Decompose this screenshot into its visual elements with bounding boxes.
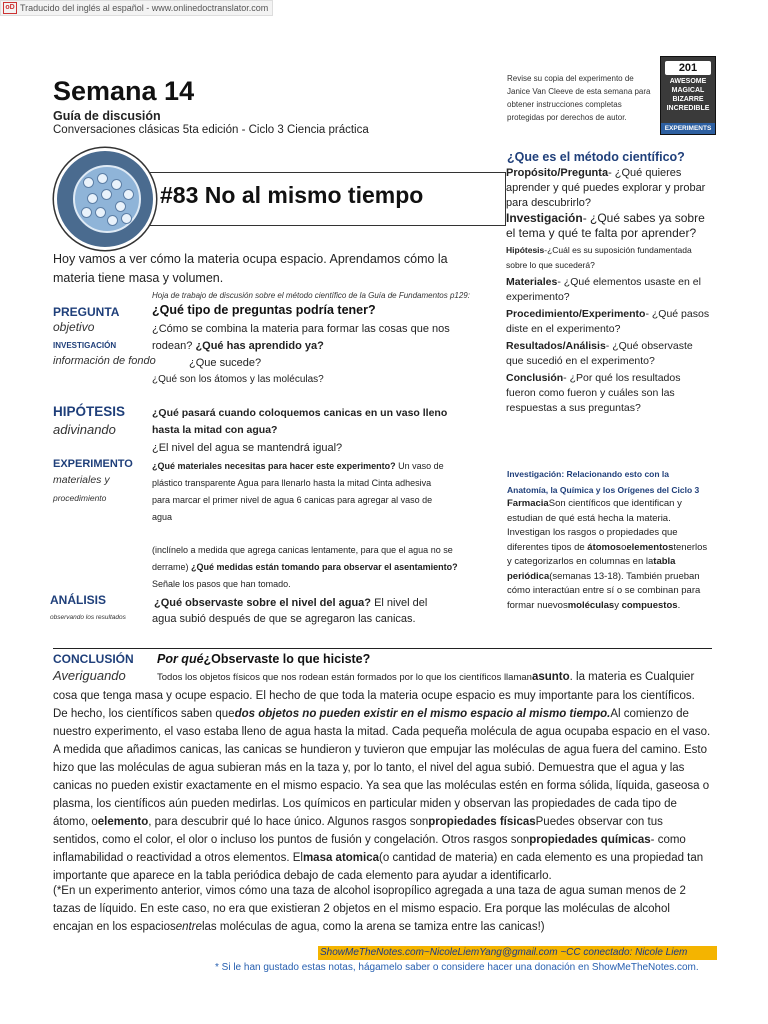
term-compuestos: compuestos <box>621 599 678 611</box>
investigacion-text: (semanas 13-18). También prueban cómo interactúan entre sí o se combinan para formar nuevos <box>507 570 701 611</box>
investigacion-text: Son científicos que identifican y estudian de qué está hecha la materia. Investigan los rasgos o propiedades que diferentes tipos de <box>507 498 682 553</box>
metodo-item-text: - ¿Qué sabes ya sobre el tema y qué te falta por aprender? <box>506 211 705 240</box>
metodo-heading: ¿Que es el método científico? <box>507 150 685 164</box>
guide-subtitle: Guía de discusión <box>53 109 161 123</box>
metodo-item-text: - ¿Qué quieres aprender y qué puedes explorar y probar para descubrirlo? <box>506 167 706 209</box>
pregunta-line-3: ¿Que sucede? <box>189 357 262 369</box>
section-sub-experimento-2: procedimiento <box>53 493 107 503</box>
conclusion-text: Puedes observar con tus sentidos, como el color, el olor o incluso los puntos de fusión y congelación. Otros rasgos son <box>53 816 663 846</box>
conclusion-question-a: Por qué <box>157 652 204 666</box>
copyright-note: Revise su copia del experimento de Janice Van Cleeve de esta semana para obtener instrucciones completas protegidas por derechos de autor. <box>507 74 651 122</box>
pregunta-line-4: ¿Qué son los átomos y las moléculas? <box>152 374 324 385</box>
metodo-item-term: Investigación <box>506 211 583 225</box>
molecules-icon <box>54 148 156 250</box>
pregunta-question: ¿Qué tipo de preguntas podría tener? <box>152 303 376 317</box>
metodo-item-term: Conclusión <box>506 372 564 384</box>
book-words: AWESOME MAGICAL BIZARRE INCREDIBLE <box>666 78 710 112</box>
section-label-analisis: ANÁLISIS <box>50 593 107 607</box>
term-propiedades-fisicas: propiedades físicas <box>428 816 536 828</box>
experimento-l6b: ¿Qué medidas están tomando para observar el asentamiento? <box>191 562 458 572</box>
section-divider <box>53 648 712 649</box>
conclusion-text: - como inflamabilidad o reactividad a otros elementos. El <box>53 834 686 864</box>
metodo-item <box>506 275 711 305</box>
metodo-item <box>506 211 711 241</box>
metodo-item <box>506 243 711 273</box>
investigacion-text: o <box>621 541 627 553</box>
pregunta-line-2b: ¿Qué has aprendido ya? <box>195 340 324 352</box>
key-principle: dos objetos no pueden existir en el mismo espacio al mismo tiempo. <box>234 708 611 720</box>
section-label-conclusion: CONCLUSIÓN <box>53 652 134 666</box>
metodo-item-term: Procedimiento/Experimento <box>506 308 646 320</box>
metodo-item-text: - ¿Qué pasos diste en el experimento? <box>506 308 710 335</box>
experimento-question: ¿Qué materiales necesitas para hacer este experimento? <box>152 461 396 471</box>
analisis-line-2: agua subió después de que se agregaron las canicas. <box>152 613 416 625</box>
analisis-question: ¿Qué observaste sobre el nivel del agua? <box>154 597 372 609</box>
conclusion-text: (o cantidad de materia) en cada elemento es una propiedad tan importante que aparece en la tabla periódica debajo de cada elemento para ayudar a identificarlo. <box>53 852 704 882</box>
analisis-line-1 <box>154 595 427 611</box>
metodo-item <box>506 307 711 337</box>
translator-bar[interactable] <box>0 0 273 16</box>
section-label-experimento: EXPERIMENTO <box>53 458 133 470</box>
metodo-item-text: -¿Cuál es su suposición fundamentada sobre lo que sucederá? <box>506 245 692 270</box>
analisis-a1: El nivel del <box>374 597 428 609</box>
book-number: 201 <box>665 61 711 75</box>
metodo-item-term: Resultados/Análisis <box>506 340 606 352</box>
conclusion-text: . la materia es Cualquier cosa que tenga masa y ocupe espacio. El hecho de que toda la materia ocupe espacio es muy importante para los científicos. De hecho, los científicos saben que <box>53 671 695 720</box>
term-elemento: elemento <box>97 816 149 828</box>
metodo-list <box>506 166 711 416</box>
page-title: Semana 14 <box>53 76 195 106</box>
hipotesis-question-1: ¿Qué pasará cuando coloquemos canicas en un vaso lleno <box>152 407 448 419</box>
section-sub-conclusion: Averiguando <box>53 668 126 683</box>
conclusion-text: Al comienzo de nuestro experimento, el vaso estaba lleno de agua hasta la mitad. Cada pequeña molécula de agua ocupaba espacio en el vaso. A medida que añadimos canicas, las canicas se hundieron y tuvieron que empujar las moléculas de agua fuera del camino. Esto hizo que las moléculas de agua subieran más en la taza y, por lo tanto, el nivel del agua subió. Demuestra que el agua y las canicas no pueden existir exactamente en el mismo espacio. Ya sea que las moléculas estén en forma sólida, líquida, gaseosa o plasma, los científicos aún pueden medirlas. Los químicos en particular miden y observan las propiedades de cada tipo de átomo, o <box>53 708 711 828</box>
experimento-l1: Un vaso de <box>398 461 444 471</box>
pregunta-line-1: ¿Cómo se combina la materia para formar las cosas que nos <box>152 323 450 335</box>
experimento-line-7: Señale los pasos que han tomado. <box>152 579 291 589</box>
book-cover-image <box>660 56 716 135</box>
term-atomos: átomos <box>587 541 622 553</box>
term-tabla-periodica: tabla periódica <box>507 556 676 582</box>
pregunta-line-2a: rodean? <box>152 340 193 352</box>
investigacion-text: y <box>614 599 622 611</box>
book-label: EXPERIMENTS <box>661 123 715 134</box>
hipotesis-answer: ¿El nivel del agua se mantendrá igual? <box>152 442 343 454</box>
conclusion-note-emphasis: entre <box>175 921 202 933</box>
translator-logo-icon: oD <box>3 2 17 14</box>
experiment-title: #83 No al mismo tiempo <box>160 182 424 208</box>
hipotesis-question-2: hasta la mitad con agua? <box>152 424 278 436</box>
conclusion-question-b: ¿Observaste lo que hiciste? <box>203 652 371 666</box>
term-farmacia: Farmacia <box>507 498 549 509</box>
section-sub-hipotesis: adivinando <box>53 422 116 437</box>
section-sub-pregunta: objetivo <box>53 320 95 334</box>
conclusion-question <box>157 652 370 666</box>
intro-text: Hoy vamos a ver cómo la materia ocupa espacio. Aprendamos cómo la materia tiene masa y volumen. <box>53 252 448 285</box>
section-label-pregunta: PREGUNTA <box>53 305 120 319</box>
translator-text: Traducido del inglés al español - www.onlinedoctranslator.com <box>20 3 269 13</box>
footer-credits[interactable]: ShowMeTheNotes.com~NicoleLiemYang@gmail.com ~CC conectado: Nicole Liem <box>318 946 717 960</box>
investigacion-body <box>507 497 712 613</box>
experimento-line-4: agua <box>152 512 173 522</box>
metodo-item-text: - ¿Qué observaste que sucedió en el experimento? <box>506 340 693 367</box>
experimento-line-2: plástico transparente Agua para llenarlo hasta la mitad Cinta adhesiva <box>152 478 432 488</box>
conclusion-paragraph <box>53 668 712 885</box>
conclusion-text: , para descubrir qué lo hace único. Algunos rasgos son <box>148 816 429 828</box>
experimento-l6a: derrame) <box>152 562 189 572</box>
section-label-investigacion: INVESTIGACIÓN <box>53 341 117 350</box>
section-sub-investigacion: información de fondo <box>53 355 156 367</box>
investigacion-text: . <box>677 599 681 611</box>
experimento-line-6 <box>152 559 458 576</box>
investigacion-text: tenerlos y categorizarlos en columnas en la <box>507 541 708 567</box>
metodo-item <box>506 339 711 369</box>
experimento-line-3: para marcar el primer nivel de agua 6 canicas para agregar al vaso de <box>152 495 433 505</box>
section-label-hipotesis: HIPÓTESIS <box>53 404 126 419</box>
conclusion-note <box>53 882 712 936</box>
pregunta-line-2 <box>152 338 324 354</box>
footer-donation-note[interactable]: * Si le han gustado estas notas, hágamelo saber o considere hacer una donación en ShowMeTheNotes.com. <box>215 962 699 973</box>
metodo-item-term: Propósito/Pregunta <box>506 167 609 179</box>
term-masa-atomica: masa atomica <box>302 852 380 864</box>
investigacion-heading: Investigación: Relacionando esto con la Anatomía, la Química y los Orígenes del Ciclo 3 <box>507 469 700 495</box>
section-sub-analisis: observando los resultados <box>50 614 126 621</box>
conclusion-note-text: las moléculas de agua, como la arena se tamiza entre las canicas!) <box>201 921 545 933</box>
worksheet-note: Hoja de trabajo de discusión sobre el método científico de la Guía de Fundamentos p129: <box>152 291 470 300</box>
metodo-item-term: Hipótesis <box>506 245 545 255</box>
metodo-item-term: Materiales <box>506 276 558 288</box>
metodo-item <box>506 166 711 211</box>
term-moleculas: moléculas <box>567 599 615 611</box>
term-elementos: elementos <box>626 541 674 553</box>
metodo-item-text: - ¿Por qué los resultados fueron como fueron y cuáles son las respuestas a sus preguntas? <box>506 372 681 414</box>
section-sub-experimento-1: materiales y <box>53 474 110 486</box>
conclusion-text: Todos los objetos físicos que nos rodean están formados por lo que los científicos llaman <box>157 672 532 683</box>
metodo-item-text: - ¿Qué elementos usaste en el experimento? <box>506 276 701 303</box>
course-line: Conversaciones clásicas 5ta edición - Ciclo 3 Ciencia práctica <box>53 124 369 136</box>
conclusion-note-text: (*En un experimento anterior, vimos cómo una taza de alcohol isopropílico agregada a una taza de agua suman menos de 2 tazas de líquido. En este caso, no era que existieran 2 objetos en el mismo espacio. Era porque las moléculas de alcohol encajan en los espacios <box>53 885 686 933</box>
experimento-line-5: (inclínelo a medida que agrega canicas lentamente, para que el agua no se <box>152 545 453 555</box>
term-propiedades-quimicas: propiedades químicas <box>529 834 651 846</box>
term-asunto: asunto <box>531 671 570 683</box>
metodo-item <box>506 371 711 416</box>
experimento-line-1 <box>152 458 444 475</box>
